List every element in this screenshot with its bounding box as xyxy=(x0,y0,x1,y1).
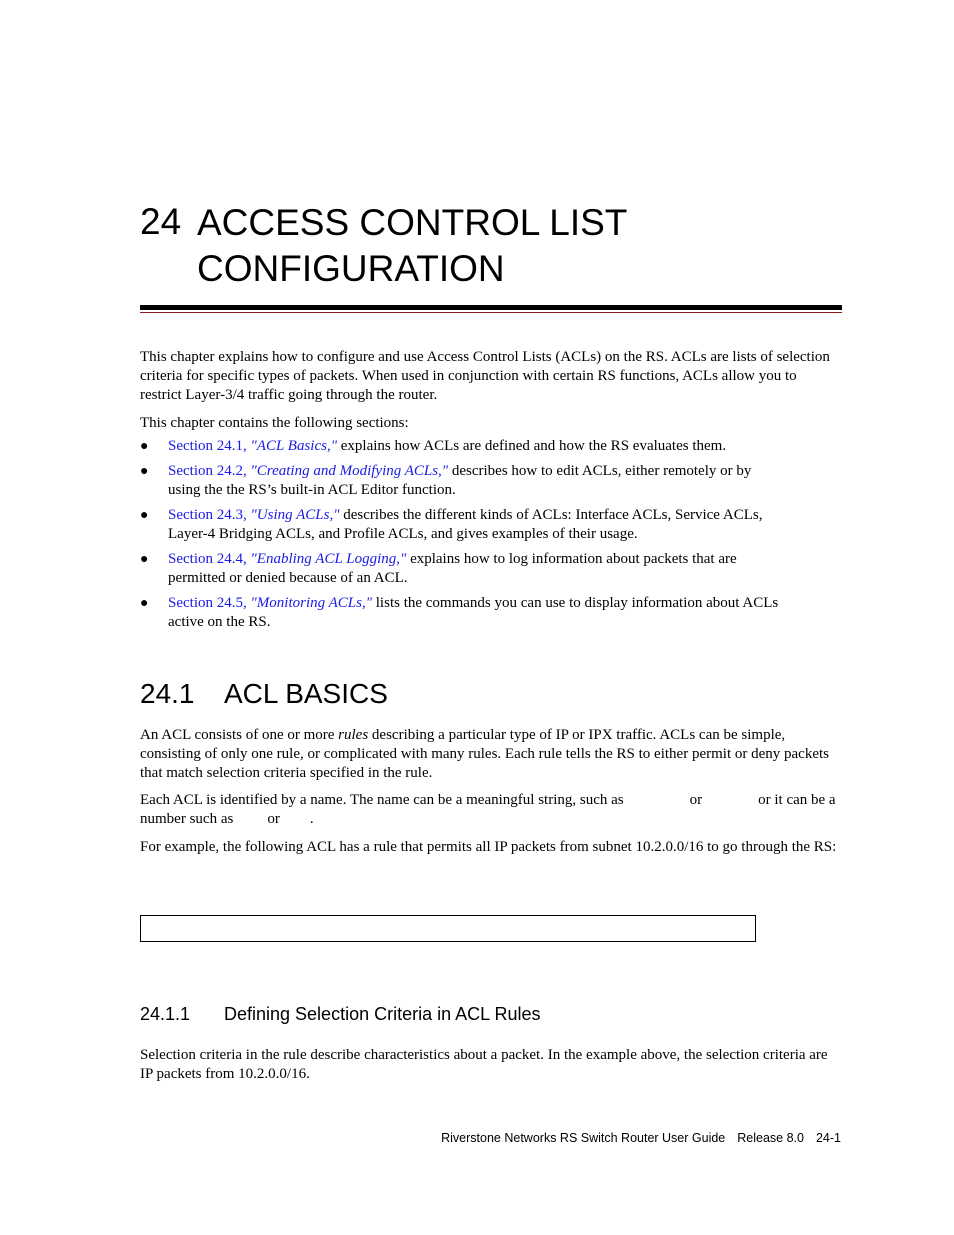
list-item xyxy=(140,594,780,632)
section-desc: explains how ACLs are defined and how the RS evaluates them. xyxy=(337,438,727,454)
list-item xyxy=(140,462,780,500)
section-list xyxy=(140,437,780,638)
subsection-number: 24.1.1 xyxy=(140,1004,191,1024)
section-link-24-1[interactable]: Section 24.1, "ACL Basics," xyxy=(168,438,337,454)
chapter-title xyxy=(197,200,837,292)
section-heading-24-1-1 xyxy=(140,1002,541,1026)
section-title: ACL BASICS xyxy=(224,678,388,709)
code-example-box xyxy=(140,915,756,942)
intro-paragraph: This chapter explains how to configure and use Access Control Lists (ACLs) on the RS. ACLs are lists of selection criteria for specific types of packets. When used in conjunction with certain RS functions, ACLs allow you to restrict Layer-3/4 traffic going through the router. xyxy=(140,349,830,403)
section-desc: describes the different kinds of ACLs: Interface ACLs, Service ACLs, Layer-4 Bridging ACLs, and Profile ACLs, and gives examples of their usage. xyxy=(168,507,763,542)
acl-naming-paragraph: Each ACL is identified by a name. The name can be a meaningful string, such as or or it can be a number such as or . xyxy=(140,792,836,827)
section-link-24-5[interactable]: Section 24.5, "Monitoring ACLs," xyxy=(168,595,373,611)
list-item xyxy=(140,437,780,456)
chapter-number: 24 xyxy=(140,201,182,242)
footer-release: Release 8.0 xyxy=(737,1131,804,1145)
section-link-24-2[interactable]: Section 24.2, "Creating and Modifying ACLs," xyxy=(168,463,449,479)
chapter-title-line2: CONFIGURATION xyxy=(197,248,505,289)
section-link-24-3[interactable]: Section 24.3, "Using ACLs," xyxy=(168,507,340,523)
list-item xyxy=(140,506,780,544)
acl-definition-paragraph: An ACL consists of one or more rules describing a particular type of IP or IPX traffic. ACLs can be simple, consisting of only one rule, or complicated with many rules. Each rule tells the RS to either permit or deny packets that match selection criteria specified in the rule. xyxy=(140,727,829,781)
selection-criteria-paragraph: Selection criteria in the rule describe characteristics about a packet. In the example above, the selection criteria are IP packets from 10.2.0.0/16. xyxy=(140,1047,828,1082)
acl-example-paragraph: For example, the following ACL has a rule that permits all IP packets from subnet 10.2.0.0/16 to go through the RS: xyxy=(140,839,837,855)
chapter-title-line1: ACCESS CONTROL LIST xyxy=(197,202,628,243)
section-desc: lists the commands you can use to display information about ACLs active on the RS. xyxy=(168,595,779,630)
list-item xyxy=(140,550,780,588)
section-heading-24-1 xyxy=(140,676,388,712)
chapter-divider-accent xyxy=(140,312,842,313)
bullet-icon: ● xyxy=(140,552,149,567)
bullet-icon: ● xyxy=(140,439,149,454)
section-link-24-4[interactable]: Section 24.4, "Enabling ACL Logging," xyxy=(168,551,407,567)
section-desc: explains how to log information about packets that are permitted or denied because of an ACL. xyxy=(168,551,737,586)
sections-intro: This chapter contains the following sections: xyxy=(140,415,409,431)
bullet-icon: ● xyxy=(140,464,149,479)
footer-guide-title: Riverstone Networks RS Switch Router User Guide xyxy=(441,1131,726,1145)
section-desc: describes how to edit ACLs, either remotely or by using the the RS’s built-in ACL Editor function. xyxy=(168,463,752,498)
bullet-icon: ● xyxy=(140,508,149,523)
bullet-icon: ● xyxy=(140,596,149,611)
section-number: 24.1 xyxy=(140,678,195,709)
footer-page-number: 24-1 xyxy=(815,1131,841,1145)
subsection-title: Defining Selection Criteria in ACL Rules xyxy=(224,1004,541,1024)
chapter-divider xyxy=(140,305,842,310)
page-footer xyxy=(441,1130,841,1146)
